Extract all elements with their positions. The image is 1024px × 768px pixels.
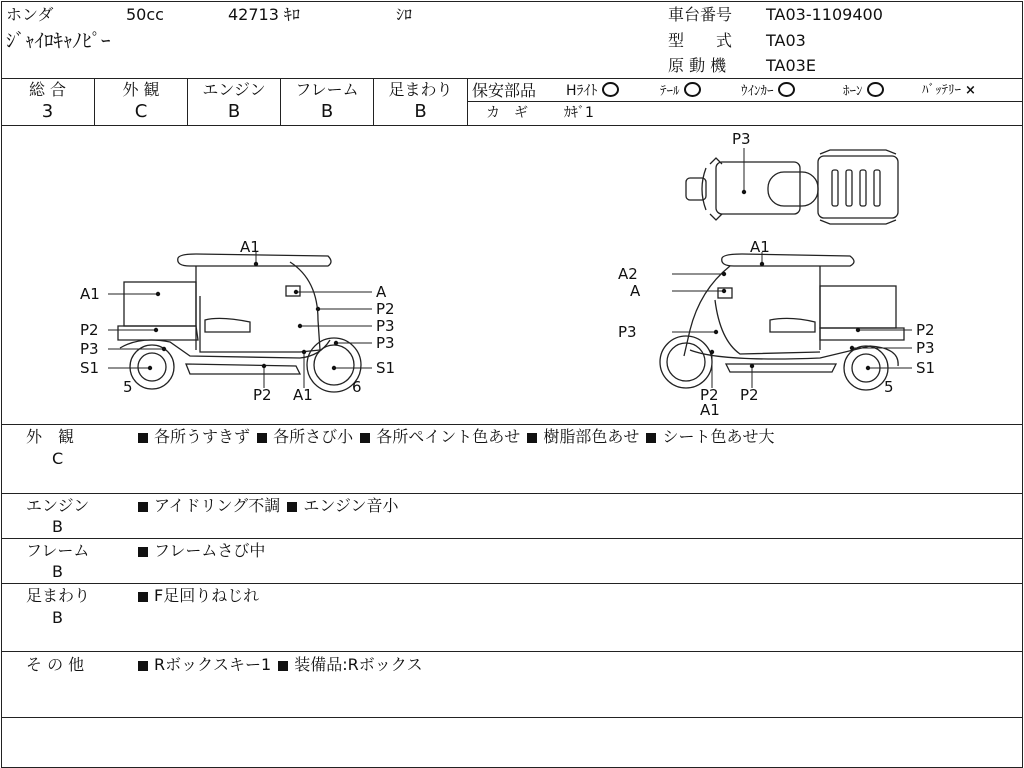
ok-circle-icon bbox=[867, 82, 884, 97]
label-left: A1 bbox=[80, 285, 100, 303]
ok-circle-icon bbox=[602, 82, 619, 97]
divider bbox=[1, 651, 1022, 652]
grade-frame-value: B bbox=[320, 101, 334, 122]
label-right: P3 bbox=[916, 339, 935, 357]
divider bbox=[1, 493, 1022, 494]
bullet-icon bbox=[646, 433, 656, 443]
label-right: A1 bbox=[700, 401, 720, 419]
remark-note: アイドリング不調 bbox=[154, 496, 281, 515]
safety-tail bbox=[660, 82, 701, 101]
divider bbox=[1, 717, 1022, 718]
grade-suspension-value: B bbox=[414, 101, 427, 122]
remark-notes bbox=[136, 542, 265, 560]
remark-note: フレームさび中 bbox=[154, 541, 266, 560]
grade-exterior-label: 外 観 bbox=[122, 80, 160, 99]
bullet-icon bbox=[278, 661, 288, 671]
remark-note: 各所うすきず bbox=[154, 427, 251, 446]
type-label: 型 式 bbox=[668, 31, 733, 50]
remark-notes bbox=[136, 656, 423, 674]
label-right: S1 bbox=[916, 359, 936, 377]
grade-exterior-value: C bbox=[134, 101, 148, 122]
remark-grade: B bbox=[52, 517, 63, 536]
remark-grade: B bbox=[52, 608, 63, 627]
bullet-icon bbox=[287, 502, 297, 512]
label-left: P3 bbox=[80, 340, 99, 358]
type-value: TA03 bbox=[766, 31, 806, 50]
remark-note: 樹脂部色あせ bbox=[543, 427, 640, 446]
safety-horn bbox=[843, 82, 884, 101]
remark-notes bbox=[136, 497, 399, 515]
remark-grade: C bbox=[52, 449, 64, 468]
bullet-icon bbox=[360, 433, 370, 443]
maker: ホンダ bbox=[6, 5, 54, 24]
remark-note: 装備品:Rボックス bbox=[294, 655, 423, 674]
label-left: 6 bbox=[352, 378, 362, 396]
remark-note: Rボックスキー1 bbox=[154, 655, 272, 674]
engine-label: 原 動 機 bbox=[668, 56, 727, 75]
label-top-p3: P3 bbox=[732, 130, 751, 148]
divider bbox=[467, 78, 468, 125]
remark-grade: B bbox=[52, 562, 63, 581]
divider bbox=[467, 101, 1022, 102]
label-right: A2 bbox=[618, 265, 638, 283]
label-right: A bbox=[630, 282, 641, 300]
color: ｼﾛ bbox=[396, 5, 413, 24]
label-left: P3 bbox=[376, 317, 395, 335]
label-left: A1 bbox=[240, 238, 260, 256]
bullet-icon bbox=[138, 592, 148, 602]
label-left: S1 bbox=[376, 359, 396, 377]
label-left: P2 bbox=[80, 321, 99, 339]
bullet-icon bbox=[138, 547, 148, 557]
safety-label: 保安部品 bbox=[472, 81, 537, 100]
label-left: S1 bbox=[80, 359, 100, 377]
divider bbox=[1, 538, 1022, 539]
grade-total-label: 総 合 bbox=[28, 80, 67, 99]
top-view-drawing bbox=[686, 150, 898, 224]
mileage: 42713 ｷﾛ bbox=[228, 5, 300, 24]
label-left: 5 bbox=[123, 378, 133, 396]
remark-note: シート色あせ大 bbox=[662, 427, 775, 446]
remark-note: F足回りねじれ bbox=[154, 586, 260, 605]
key-label: カ ギ bbox=[486, 105, 528, 121]
bullet-icon bbox=[527, 433, 537, 443]
label-left: A bbox=[376, 283, 387, 301]
label-right: P2 bbox=[916, 321, 935, 339]
divider bbox=[1, 583, 1022, 584]
damage-points bbox=[148, 190, 870, 370]
ok-circle-icon bbox=[778, 82, 795, 97]
bullet-icon bbox=[257, 433, 267, 443]
frame-no-label: 車台番号 bbox=[668, 5, 733, 24]
label-right: P3 bbox=[618, 323, 637, 341]
label-left: P2 bbox=[253, 386, 272, 404]
safety-item-label: ﾎｰﾝ bbox=[843, 84, 863, 99]
left-view-drawing bbox=[118, 254, 361, 392]
safety-item-label: ﾃｰﾙ bbox=[660, 84, 680, 99]
divider bbox=[1, 424, 1022, 425]
frame-no: TA03-1109400 bbox=[766, 5, 883, 24]
label-right: P2 bbox=[700, 386, 719, 404]
label-right: 5 bbox=[884, 378, 894, 396]
engine-value: TA03E bbox=[766, 56, 816, 75]
grade-frame-label: フレーム bbox=[295, 80, 359, 99]
bullet-icon bbox=[138, 502, 148, 512]
safety-item-label: ﾊﾞｯﾃﾘｰ bbox=[922, 83, 961, 98]
remark-category: 外 観 bbox=[26, 427, 75, 446]
safety-battery bbox=[922, 82, 976, 100]
remark-note: 各所ペイント色あせ bbox=[376, 427, 521, 446]
bullet-icon bbox=[138, 433, 148, 443]
grade-total-value: 3 bbox=[41, 101, 54, 122]
label-left: P3 bbox=[376, 334, 395, 352]
remark-note: エンジン音小 bbox=[303, 496, 399, 515]
remark-category: エンジン bbox=[26, 496, 90, 515]
bullet-icon bbox=[138, 661, 148, 671]
damage-diagram bbox=[0, 126, 1022, 424]
ng-cross-icon: × bbox=[965, 83, 976, 98]
safety-headlight bbox=[566, 82, 619, 100]
remark-note: 各所さび小 bbox=[273, 427, 354, 446]
safety-item-label: ｳｲﾝｶｰ bbox=[741, 84, 774, 99]
model-name: ｼﾞｬｲﾛｷｬﾉﾋﾟｰ bbox=[6, 30, 111, 52]
remark-category: フレーム bbox=[26, 541, 90, 560]
label-right: P2 bbox=[740, 386, 759, 404]
remark-category: そ の 他 bbox=[26, 655, 85, 674]
grade-engine-value: B bbox=[227, 101, 241, 122]
remark-category: 足まわり bbox=[26, 586, 91, 605]
label-right: A1 bbox=[750, 238, 770, 256]
divider bbox=[1, 78, 1022, 79]
grade-suspension-label: 足まわり bbox=[388, 80, 453, 99]
ok-circle-icon bbox=[684, 82, 701, 97]
displacement: 50cc bbox=[126, 5, 164, 24]
remark-notes bbox=[136, 587, 259, 605]
remark-notes bbox=[136, 428, 774, 446]
safety-winker bbox=[741, 82, 795, 101]
grade-engine-label: エンジン bbox=[202, 80, 266, 99]
safety-item-label: Hﾗｲﾄ bbox=[566, 83, 598, 99]
label-left: A1 bbox=[293, 386, 313, 404]
label-left: P2 bbox=[376, 300, 395, 318]
key-value: ｶｷﾞ1 bbox=[564, 105, 594, 121]
